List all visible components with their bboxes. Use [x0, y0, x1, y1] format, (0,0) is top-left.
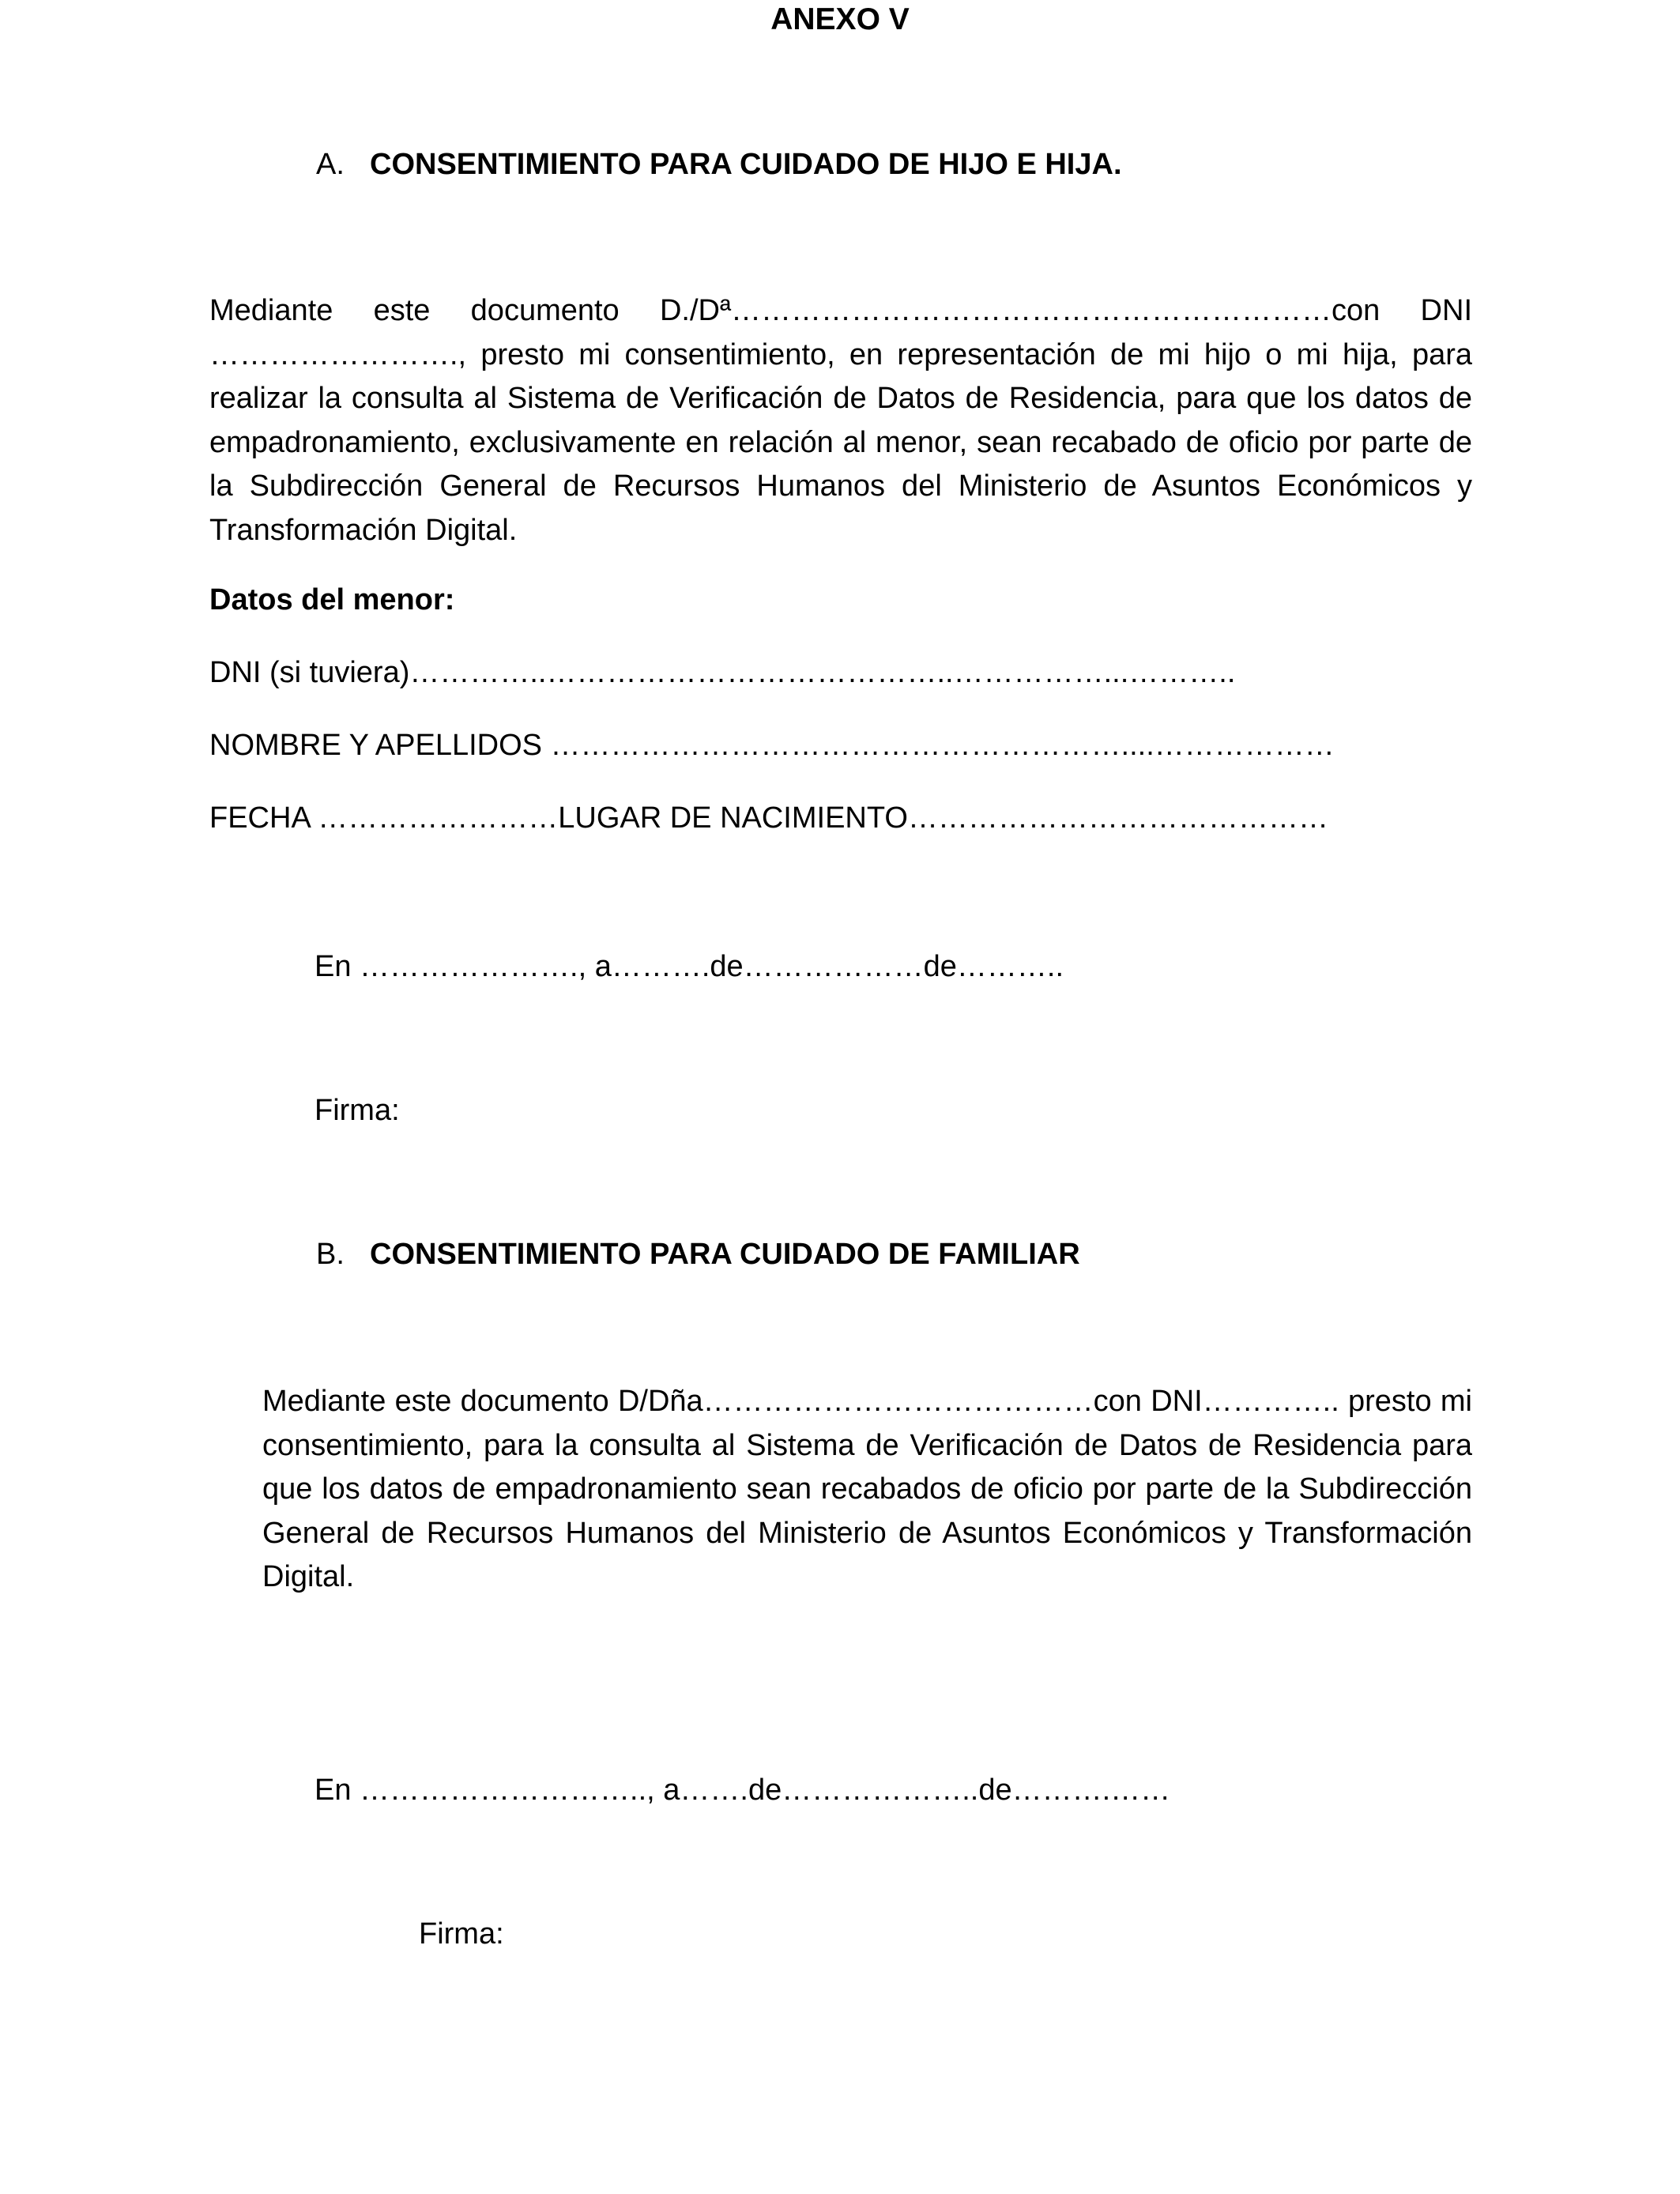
section-b-heading-text: CONSENTIMIENTO PARA CUIDADO DE FAMILIAR: [370, 1238, 1080, 1271]
minor-dni-line: DNI (si tuviera)…………..…………………………………..……………...………..: [209, 656, 1236, 689]
section-a-place-date-line: En …………………., a……….de………………de………..: [315, 950, 1064, 983]
section-a-consent-paragraph: Mediante este documento D./Dª……………………………………………………con DNI ……………………., presto mi consentimiento, en representación de mi hijo o mi hija, para realizar la consulta al Sistema de Verificación de Datos de Residencia, para que los datos de empadronamiento, exclusivamente en relación al menor, sean recabado de oficio por parte de la Subdirección General de Recursos Humanos del Ministerio de Asuntos Económicos y Transformación Digital.: [209, 294, 1472, 547]
section-a-signature-label: Firma:: [315, 1094, 400, 1127]
minor-data-label: Datos del menor:: [209, 583, 455, 616]
section-a-letter: A.: [316, 148, 345, 181]
section-a-heading: [316, 143, 1122, 187]
section-b-place-date-line: En ……………………….., a…….de………………..de……….……: [315, 1774, 1171, 1807]
minor-birth-line: FECHA ……………………LUGAR DE NACIMIENTO……………………………………: [209, 801, 1328, 835]
section-b-letter: B.: [316, 1238, 345, 1271]
section-b-signature-label: Firma:: [419, 1917, 504, 1951]
document-title: ANEXO V: [770, 2, 910, 36]
section-b-heading: [316, 1233, 1080, 1276]
section-b-consent-paragraph: Mediante este documento D/Dña…………………………………con DNI………….. presto mi consentimiento, para la consulta al Sistema de Verificación de Datos de Residencia para que los datos de empadronamiento sean recabados de oficio por parte de la Subdirección General de Recursos Humanos del Ministerio de Asuntos Económicos y Transformación Digital.: [262, 1385, 1472, 1593]
minor-name-line: NOMBRE Y APELLIDOS …………………………………………………....………………: [209, 729, 1335, 762]
section-a-heading-text: CONSENTIMIENTO PARA CUIDADO DE HIJO E HIJA.: [370, 148, 1122, 181]
